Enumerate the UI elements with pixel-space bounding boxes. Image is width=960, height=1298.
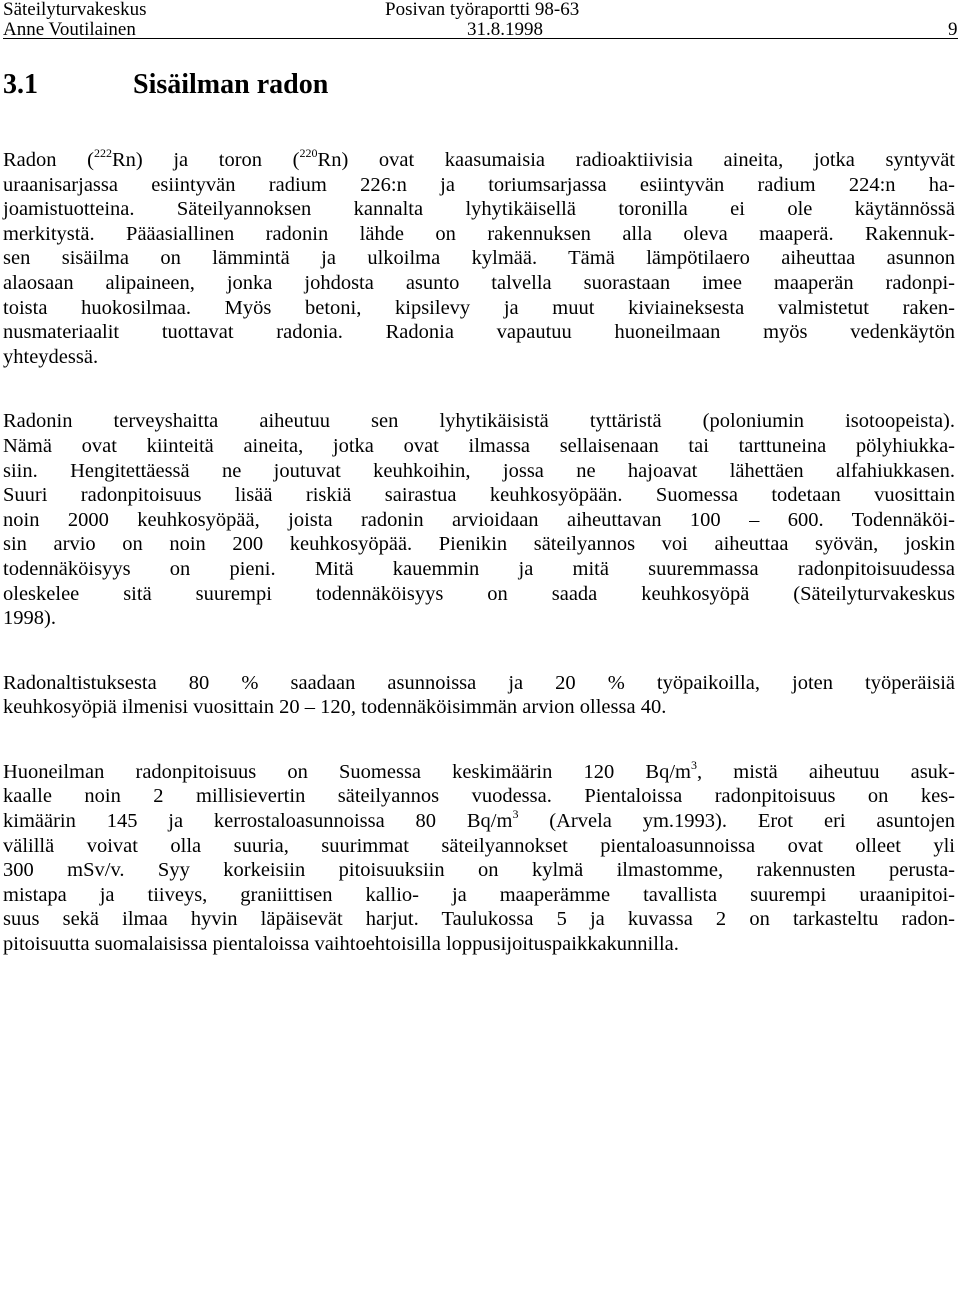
text-line: merkitystä. Pääasiallinen radonin lähde on rakennuksen alla oleva maaperä. Rakennuk- [3,222,955,245]
text-run: Radon ( [3,149,94,171]
body-text [3,148,955,997]
text-line: Radonin terveyshaitta aiheutuu sen lyhytikäisistä tyttäristä (poloniumin isotoopeista). [3,410,955,433]
text-line: 300 mSv/v. Syy korkeisiin pitoisuuksiin on kylmä ilmastomme, rakennusten perusta- [3,859,955,882]
text-line: nusmateriaalit tuottavat radonia. Radonia vapautuu huoneilmaan myös vedenkäytön [3,321,955,344]
superscript: 3 [512,807,519,822]
text-line: sen sisäilma on lämmintä ja ulkoilma kylmää. Tämä lämpötilaero aiheuttaa asunnon [3,247,955,270]
text-run: Rn) ja toron ( [111,149,300,171]
text-line: Nämä ovat kiinteitä aineita, jotka ovat ilmassa sellaisenaan tai tarttuneina pölyhiukka- [3,434,955,457]
header-divider [3,38,958,39]
text-line [3,757,955,785]
header-date: 31.8.1998 [467,19,543,40]
section-number: 3.1 [3,69,38,100]
header-page-number: 9 [948,19,958,40]
paragraph-health-effects [3,409,955,630]
paragraph-indoor-concentration [3,757,955,957]
section-title: Sisäilman radon [133,69,329,100]
text-line: Radonaltistuksesta 80 % saadaan asunnoissa ja 20 % työpaikoilla, joten työperäisiä [3,671,955,694]
text-line: mistapa ja tiiveys, graniittisen kallio- ja maaperämme tavallista suurempi uraanipitoi- [3,883,955,906]
superscript: 220 [299,146,318,160]
text-line: joamistuotteina. Säteilyannoksen kannalta lyhytikäisellä toronilla ei ole käytännössä [3,198,955,221]
text-line: suus sekä ilmaa hyvin läpäisevät harjut. Taulukossa 5 ja kuvassa 2 on tarkasteltu radon- [3,908,955,931]
section-heading [3,70,328,100]
text-line: toista huokosilmaa. Myös betoni, kipsilevy ja muut kiviaineksesta valmistetut raken- [3,296,955,319]
text-run: kimäärin 145 ja kerrostaloasunnoissa 80 Bq/m [3,810,513,833]
text-line: kaalle noin 2 millisievertin säteilyannos vuodessa. Pientaloissa radonpitoisuus on kes- [3,785,955,808]
text-line: todennäköisyys on pieni. Mitä kauemmin ja mitä suuremmassa radonpitoisuudessa [3,557,955,580]
text-line [3,148,955,173]
text-line: noin 2000 keuhkosyöpää, joista radonin arvioidaan aiheuttavan 100 – 600. Todennäköi- [3,508,955,531]
header-report-title: Posivan työraportti 98-63 [385,0,580,20]
header-organization: Säteilyturvakeskus [3,0,147,20]
text-run: Huoneilman radonpitoisuus on Suomessa keskimäärin 120 Bq/m [3,760,691,783]
text-line: yhteydessä. [3,345,99,368]
paragraph-radon-sources [3,148,955,369]
paragraph-exposure [3,671,955,720]
header-author: Anne Voutilainen [3,19,136,40]
text-line: välillä voivat olla suuria, suurimmat säteilyannokset pientaloasunnoissa ovat olleet yli [3,834,955,857]
text-line: siin. Hengitettäessä ne joutuvat keuhkoihin, jossa ne hajoavat lähettäen alfahiukkasen. [3,459,955,482]
text-line: 1998). [3,607,56,630]
superscript: 3 [691,757,697,772]
text-line: pitoisuutta suomalaisissa pientaloissa vaihtoehtoisilla loppusijoituspaikkakunnilla. [3,933,679,956]
text-run: , mistä aiheutuu asuk- [697,760,955,783]
text-line: oleskelee sitä suurempi todennäköisyys on saada keuhkosyöpä (Säteilyturvakeskus [3,582,955,605]
text-line: Suuri radonpitoisuus lisää riskiä sairastua keuhkosyöpään. Suomessa todetaan vuosittain [3,484,955,507]
text-line [3,809,955,834]
text-line: sin arvio on noin 200 keuhkosyöpää. Pienikin säteilyannos voi aiheuttaa syövän, joskin [3,533,955,556]
text-line: alaosaan alipaineen, jonka johdosta asunto talvella suorastaan imee maaperän radonpi- [3,271,955,294]
page-header [0,0,960,40]
text-run: (Arvela ym.1993). Erot eri asuntojen [518,810,955,833]
superscript: 222 [93,146,112,160]
text-run: Rn) ovat kaasumaisia radioaktiivisia aineita, jotka syntyvät [317,149,955,171]
text-line: keuhkosyöpiä ilmenisi vuosittain 20 – 120, todennäköisimmän arvion ollessa 40. [3,696,667,719]
text-line: uraanisarjassa esiintyvän radium 226:n ja toriumsarjassa esiintyvän radium 224:n ha- [3,173,955,196]
